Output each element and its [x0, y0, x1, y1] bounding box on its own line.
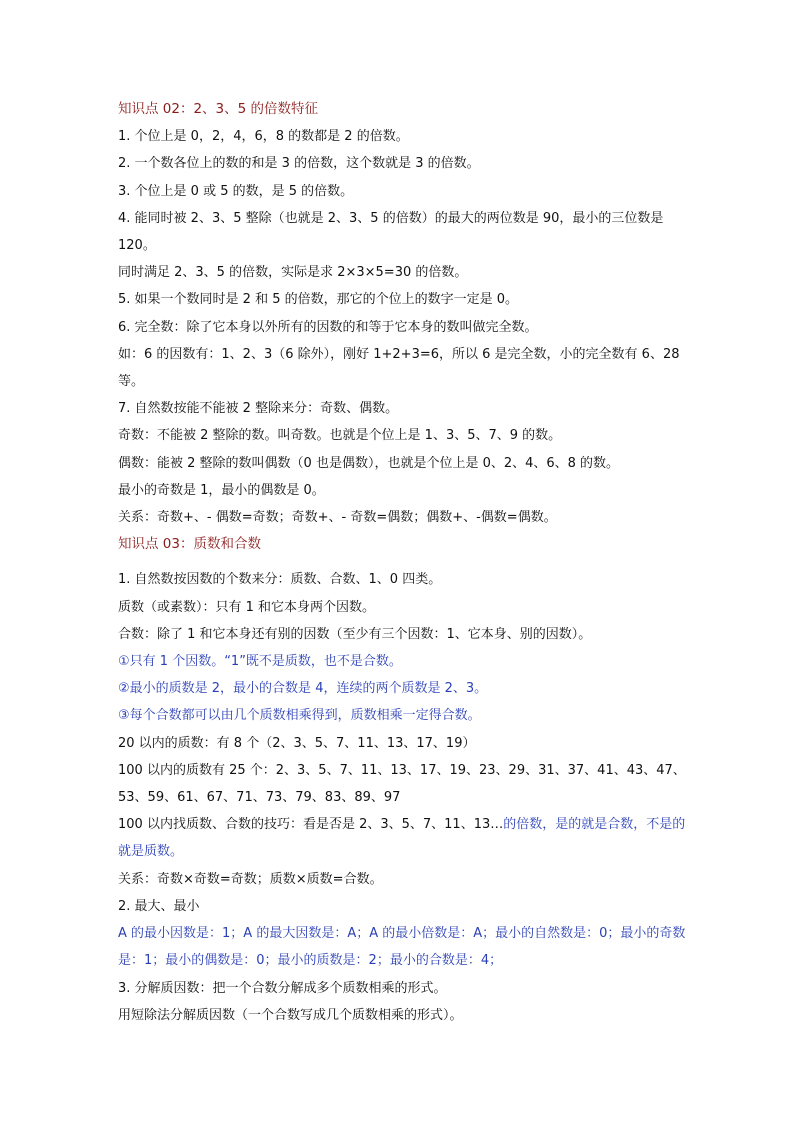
s02-line-1: 1. 个位上是 0，2，4，6，8 的数都是 2 的倍数。 — [118, 129, 409, 145]
s03-tips — [118, 811, 698, 865]
s03-tips-black: 100 以内找质数、合数的技巧：看是否是 2、3、5、7、11、13… — [118, 817, 504, 833]
s02-line-8: 如：6 的因数有：1、2、3（6 除外），刚好 1+2+3=6，所以 6 是完全数，小的完全数有 6、28 等。 — [118, 346, 680, 390]
s02-line-2: 2. 一个数各位上的数的和是 3 的倍数，这个数就是 3 的倍数。 — [118, 156, 480, 172]
section-02-title: 知识点 02：2、3、5 的倍数特征 — [118, 101, 319, 117]
s03-tips-blue: 的倍数，是的就是合数，不是的就是质数。 — [118, 817, 686, 860]
s02-line-5: 同时满足 2、3、5 的倍数，实际是求 2×3×5=30 的倍数。 — [118, 265, 468, 281]
s03-line-2: 质数（或素数）：只有 1 和它本身两个因数。 — [118, 599, 376, 615]
s03-note-3: ③每个合数都可以由几个质数相乘得到，质数相乘一定得合数。 — [118, 708, 481, 724]
s02-line-10: 奇数：不能被 2 整除的数。叫奇数。也就是个位上是 1、3、5、7、9 的数。 — [118, 428, 562, 444]
s03-line-8: 3. 分解质因数：把一个合数分解成多个质数相乘的形式。 — [118, 980, 447, 996]
s03-line-9: 用短除法分解质因数（一个合数写成几个质数相乘的形式）。 — [118, 1007, 463, 1023]
section-03-title: 知识点 03：质数和合数 — [118, 536, 261, 553]
s02-line-3: 3. 个位上是 0 或 5 的数，是 5 的倍数。 — [118, 183, 354, 199]
s03-note-2: ②最小的质数是 2，最小的合数是 4，连续的两个质数是 2、3。 — [118, 681, 488, 697]
s02-line-13: 关系：奇数+、- 偶数=奇数；奇数+、- 奇数=偶数；偶数+、-偶数=偶数。 — [118, 510, 557, 526]
s02-line-6: 5. 如果一个数同时是 2 和 5 的倍数，那它的个位上的数字一定是 0。 — [118, 292, 519, 308]
s02-line-12: 最小的奇数是 1，最小的偶数是 0。 — [118, 482, 325, 498]
document-page — [118, 96, 698, 1029]
s03-line-5: 100 以内的质数有 25 个：2、3、5、7、11、13、17、19、23、29、31、37、41、43、47、53、59、61、67、71、73、79、83、89、97 — [118, 762, 686, 806]
s03-note-1: ①只有 1 个因数。“1”既不是质数，也不是合数。 — [118, 654, 402, 670]
s03-line-7: 2. 最大、最小 — [118, 898, 200, 914]
s02-line-9: 7. 自然数按能不能被 2 整除来分：奇数、偶数。 — [118, 401, 399, 417]
s03-line-1: 1. 自然数按因数的个数来分：质数、合数、1、0 四类。 — [118, 572, 442, 588]
s03-line-4: 20 以内的质数：有 8 个（2、3、5、7、11、13、17、19） — [118, 735, 476, 751]
s03-line-3: 合数：除了 1 和它本身还有别的因数（至少有三个因数：1、它本身、别的因数）。 — [118, 626, 592, 642]
s03-line-6: 关系：奇数×奇数=奇数；质数×质数=合数。 — [118, 871, 383, 887]
s03-maxmin: A 的最小因数是：1；A 的最大因数是：A；A 的最小倍数是：A；最小的自然数是：0；最小的奇数是：1；最小的偶数是：0；最小的质数是：2；最小的合数是：4； — [118, 926, 686, 969]
s02-line-4: 4. 能同时被 2、3、5 整除（也就是 2、3、5 的倍数）的最大的两位数是 90，最小的三位数是 120。 — [118, 210, 664, 254]
s02-line-11: 偶数：能被 2 整除的数叫偶数（0 也是偶数），也就是个位上是 0、2、4、6、8 的数。 — [118, 455, 620, 471]
s02-line-7: 6. 完全数：除了它本身以外所有的因数的和等于它本身的数叫做完全数。 — [118, 319, 538, 335]
